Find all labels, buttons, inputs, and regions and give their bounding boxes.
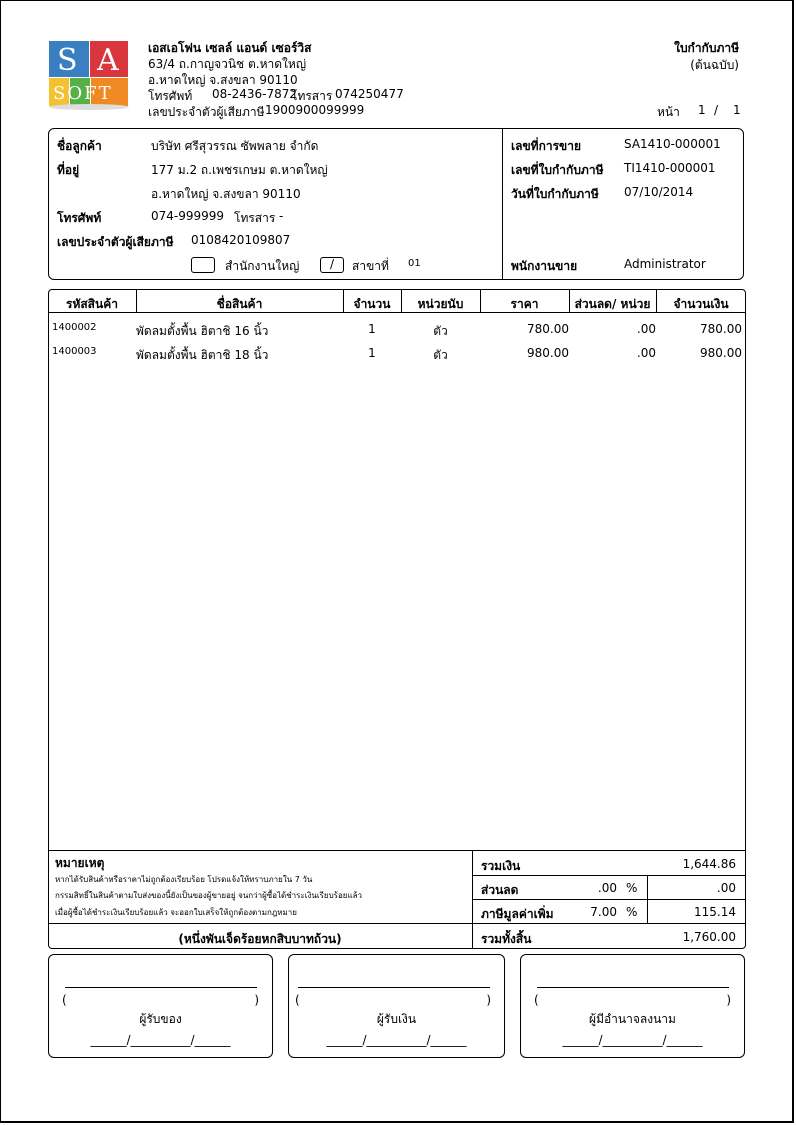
paren-open: ( xyxy=(62,993,67,1007)
customer-address-1: 177 ม.2 ถ.เพชรเกษม ต.หาดใหญ่ xyxy=(151,163,328,177)
vat-rate: 7.00 xyxy=(590,905,617,919)
customer-tax-id-label: เลขประจำตัวผู้เสียภาษี xyxy=(57,235,174,249)
signature-line xyxy=(298,987,490,988)
customer-name-label: ชื่อลูกค้า xyxy=(57,139,102,153)
paren-close: ) xyxy=(726,993,731,1007)
grand-total-value: 1,760.00 xyxy=(682,930,736,944)
row-discount: .00 xyxy=(636,346,656,360)
company-tax-id-label: เลขประจำตัวผู้เสียภาษี xyxy=(148,105,265,119)
customer-tax-id: 0108420109807 xyxy=(191,233,291,247)
row-amount: 980.00 xyxy=(700,346,742,360)
company-phone: 08-2436-7872 xyxy=(212,87,298,101)
row-unit: ตัว xyxy=(433,348,448,362)
customer-name: บริษัท ศรีสุวรรณ ซัพพลาย จำกัด xyxy=(151,139,319,153)
logo-letter-a: A xyxy=(97,43,119,78)
branch-label: สาขาที่ xyxy=(352,259,389,273)
invoice-no: TI1410-000001 xyxy=(624,161,716,175)
header-amount: จำนวนเงิน xyxy=(673,297,729,311)
discount-value: .00 xyxy=(716,881,736,895)
company-address-1: 63/4 ถ.กาญจวนิช ต.หาดใหญ่ xyxy=(148,57,307,71)
branch-number: 01 xyxy=(408,258,421,269)
paren-close: ) xyxy=(254,993,259,1007)
signature-date-line: ______/__________/______ xyxy=(326,1033,467,1047)
invoice-no-label: เลขที่ใบกำกับภาษี xyxy=(511,163,604,177)
head-office-checkbox[interactable] xyxy=(191,257,215,273)
logo-letter-s: S xyxy=(57,43,78,78)
branch-checkbox[interactable]: / xyxy=(320,257,344,273)
row-price: 980.00 xyxy=(527,346,569,360)
company-address-2: อ.หาดใหญ่ จ.สงขลา 90110 xyxy=(148,73,298,87)
logo-word-soft: SOFT xyxy=(53,83,113,104)
company-tax-id: 1900900099999 xyxy=(265,103,365,117)
remarks-line-1: หากได้รับสินค้าหรือราคาไม่ถูกต้องเรียบร้อย โปรดแจ้งให้ทราบภายใน 7 วัน xyxy=(55,875,313,884)
subtotal-label: รวมเงิน xyxy=(481,859,521,873)
row-name: พัดลมตั้งพื้น ฮิตาชิ 18 นิ้ว xyxy=(136,348,269,362)
remarks-label: หมายเหตุ xyxy=(55,856,105,870)
company-phone-label: โทรศัพท์ xyxy=(148,89,193,103)
paren-open: ( xyxy=(295,993,300,1007)
customer-fax: - xyxy=(279,209,284,223)
grand-total-label: รวมทั้งสิ้น xyxy=(481,932,532,946)
discount-label: ส่วนลด xyxy=(481,883,519,897)
vat-value: 115.14 xyxy=(694,905,736,919)
header-name: ชื่อสินค้า xyxy=(216,297,263,311)
document-subtitle: (ต้นฉบับ) xyxy=(690,58,739,72)
signature-date-line: ______/__________/______ xyxy=(562,1033,703,1047)
company-name: เอสเอโฟน เซลล์ แอนด์ เซอร์วิส xyxy=(148,41,312,55)
signature-label: ผู้รับของ xyxy=(139,1012,182,1026)
sale-no: SA1410-000001 xyxy=(624,137,721,151)
signature-line xyxy=(65,987,257,988)
company-fax-label: โทรสาร xyxy=(291,89,333,103)
signature-box-payee xyxy=(288,954,505,1058)
invoice-date-label: วันที่ใบกำกับภาษี xyxy=(511,187,599,201)
salesman: Administrator xyxy=(624,257,706,271)
header-price: ราคา xyxy=(510,297,539,311)
document-title: ใบกำกับภาษี xyxy=(674,41,739,55)
row-unit: ตัว xyxy=(433,324,448,338)
header-qty: จำนวน xyxy=(353,297,391,311)
company-fax: 074250477 xyxy=(335,87,404,101)
subtotal-value: 1,644.86 xyxy=(682,857,736,871)
page-current: 1 xyxy=(698,103,706,117)
customer-phone-label: โทรศัพท์ xyxy=(57,211,102,225)
discount-percent-sign: % xyxy=(626,881,638,895)
remarks-line-3: เมื่อผู้ซื้อได้ชำระเงินเรียบร้อยแล้ว จะออกใบเสร็จให้ถูกต้องตามกฎหมาย xyxy=(55,908,297,917)
signature-line xyxy=(537,987,729,988)
row-code: 1400003 xyxy=(52,346,97,357)
customer-phone: 074-999999 xyxy=(151,209,225,223)
signature-box-receiver xyxy=(48,954,273,1058)
row-qty: 1 xyxy=(368,322,376,336)
row-amount: 780.00 xyxy=(700,322,742,336)
discount-rate: .00 xyxy=(597,881,617,895)
customer-address-2: อ.หาดใหญ่ จ.สงขลา 90110 xyxy=(151,187,301,201)
customer-fax-label: โทรสาร xyxy=(234,211,276,225)
head-office-label: สำนักงานใหญ่ xyxy=(225,259,300,273)
vat-label: ภาษีมูลค่าเพิ่ม xyxy=(481,907,554,921)
paren-open: ( xyxy=(534,993,539,1007)
header-discount: ส่วนลด/ หน่วย xyxy=(574,297,651,311)
words-top-line xyxy=(48,923,746,924)
salesman-label: พนักงานขาย xyxy=(511,259,578,273)
signature-box-authorized xyxy=(520,954,745,1058)
paren-close: ) xyxy=(486,993,491,1007)
page-total: 1 xyxy=(733,103,741,117)
company-logo xyxy=(49,41,131,111)
signature-label: ผู้มีอำนาจลงนาม xyxy=(589,1012,676,1026)
row-code: 1400002 xyxy=(52,322,97,333)
remarks-line-2: กรรมสิทธิ์ในสินค้าตามใบส่งของนี้ยังเป็นของผู้ขายอยู่ จนกว่าผู้ซื้อได้ชำระเงินเรียบร้อยแล้ว xyxy=(55,891,363,900)
header-unit: หน่วยนับ xyxy=(417,297,464,311)
sale-no-label: เลขที่การขาย xyxy=(511,139,581,153)
header-code: รหัสสินค้า xyxy=(66,297,118,311)
page-label: หน้า xyxy=(657,105,680,119)
vat-percent-sign: % xyxy=(626,905,638,919)
row-price: 780.00 xyxy=(527,322,569,336)
amount-in-words: (หนึ่งพันเจ็ดร้อยหกสิบบาทถ้วน) xyxy=(178,932,342,946)
row-qty: 1 xyxy=(368,346,376,360)
page-separator: / xyxy=(714,103,719,117)
customer-info-divider xyxy=(502,128,503,280)
signature-label: ผู้รับเงิน xyxy=(376,1012,417,1026)
signature-date-line: ______/__________/______ xyxy=(90,1033,231,1047)
row-discount: .00 xyxy=(636,322,656,336)
row-name: พัดลมตั้งพื้น ฮิตาชิ 16 นิ้ว xyxy=(136,324,269,338)
remarks-top-line xyxy=(48,850,746,851)
invoice-date: 07/10/2014 xyxy=(624,185,694,199)
customer-address-label: ที่อยู่ xyxy=(57,163,80,177)
